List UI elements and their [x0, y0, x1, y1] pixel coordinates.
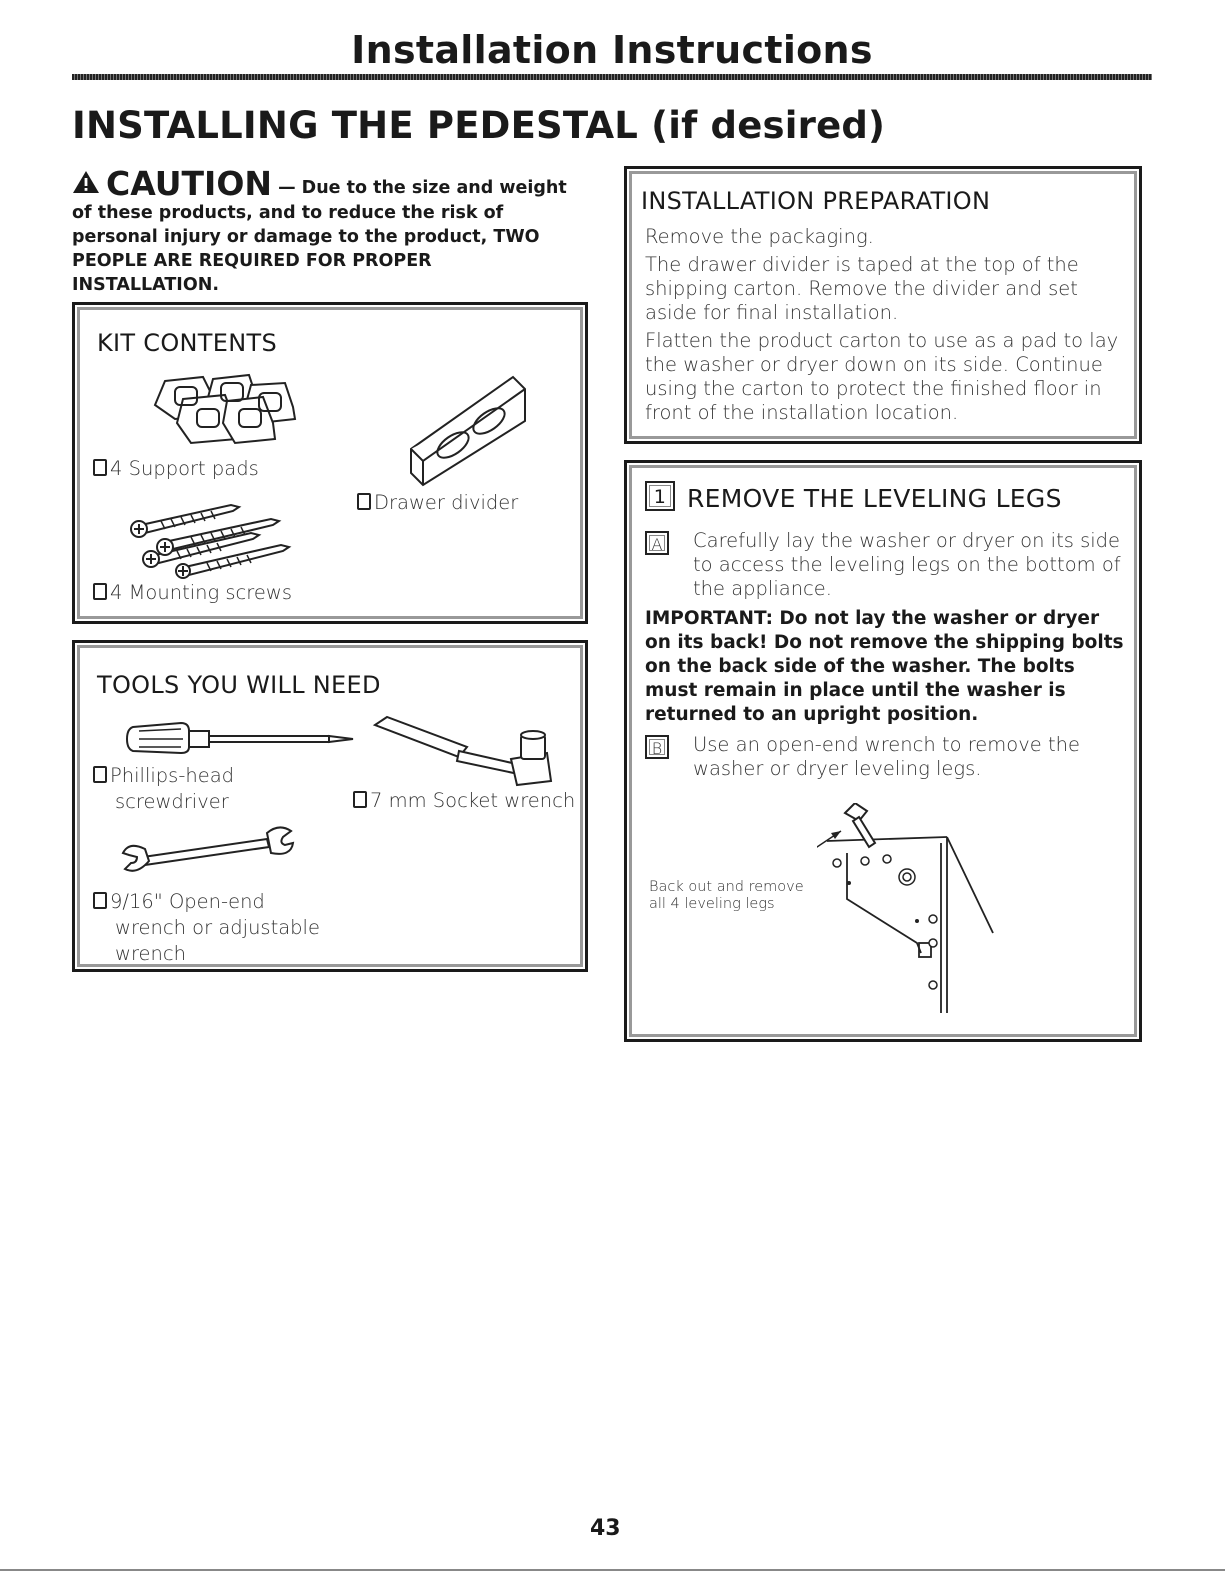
step-b-marker: B	[645, 735, 669, 759]
prep-paragraph-1: Remove the packaging.	[645, 225, 874, 248]
checkbox-icon	[93, 766, 107, 783]
remove-legs-title: REMOVE THE LEVELING LEGS	[687, 484, 1062, 513]
page-number: 43	[590, 1516, 621, 1541]
page-header: Installation Instructions	[351, 28, 873, 72]
checkbox-icon	[93, 583, 107, 600]
tool-item-socket-wrench: 7 mm Socket wrench	[353, 789, 575, 812]
kit-item-drawer-divider: Drawer divider	[357, 491, 518, 514]
warning-triangle-icon	[72, 170, 100, 201]
prep-paragraph-3: Flatten the product carton to use as a pad to lay the washer or dryer down on its side. Continue using the carton to protect the finished floor in front of the installation location.	[645, 329, 1119, 424]
important-warning: IMPORTANT: Do not lay the washer or dryer on its back! Do not remove the shipping bolts on the back side of the washer. The bolts must remain in place until the washer is returned to an upright position.	[645, 608, 1124, 725]
kit-item-support-pads: 4 Support pads	[93, 457, 259, 480]
prep-title: INSTALLATION PREPARATION	[641, 187, 991, 215]
checkbox-icon	[357, 493, 371, 510]
step-a-text: Carefully lay the washer or dryer on its side to access the leveling legs on the bottom of the appliance.	[693, 529, 1121, 600]
leveling-legs-illustration	[817, 803, 1017, 1013]
prep-paragraph-2: The drawer divider is taped at the top of the shipping carton. Remove the divider and set aside for final installation.	[645, 253, 1079, 324]
checkbox-icon	[93, 459, 107, 476]
remove-legs-heading	[645, 481, 1062, 513]
remove-leveling-legs-box	[624, 460, 1142, 1042]
bottom-rule	[0, 1569, 1225, 1571]
step-b-text: Use an open-end wrench to remove the washer or dryer leveling legs.	[693, 733, 1080, 780]
section-title: INSTALLING THE PEDESTAL (if desired)	[72, 104, 886, 147]
step-a-marker: A	[645, 531, 669, 555]
tool-item-open-end-wrench: 9/16" Open-end wrench or adjustable wrench	[93, 889, 320, 967]
screwdriver-illustration	[125, 719, 361, 759]
checkbox-icon	[93, 892, 107, 909]
step-b	[645, 733, 1125, 781]
caution-block	[72, 164, 572, 297]
drawer-divider-illustration	[397, 369, 537, 489]
support-pads-illustration	[135, 371, 365, 453]
kit-item-mounting-screws: 4 Mounting screws	[93, 581, 292, 604]
tools-title: TOOLS YOU WILL NEED	[97, 671, 381, 699]
socket-wrench-illustration	[371, 713, 561, 789]
open-end-wrench-illustration	[119, 823, 299, 879]
tool-item-phillips: Phillips-head screwdriver	[93, 763, 234, 815]
header-rule	[72, 74, 1152, 80]
step-a	[645, 529, 1125, 601]
kit-contents-title: KIT CONTENTS	[97, 329, 277, 357]
mounting-screws-illustration	[121, 497, 321, 579]
illustration-caption: Back out and remove all 4 leveling legs	[649, 879, 804, 912]
installation-preparation-box	[624, 166, 1142, 444]
checkbox-icon	[353, 791, 367, 808]
tools-box	[72, 640, 588, 972]
kit-contents-box	[72, 302, 588, 624]
step-1-marker: 1	[645, 481, 675, 511]
caution-text: — Due to the size and weight of these products, and to reduce the risk of personal injury or damage to the product, TWO PEOPLE ARE REQUIRED FOR PROPER INSTALLATION.	[72, 178, 567, 295]
caution-word: CAUTION	[106, 164, 272, 203]
